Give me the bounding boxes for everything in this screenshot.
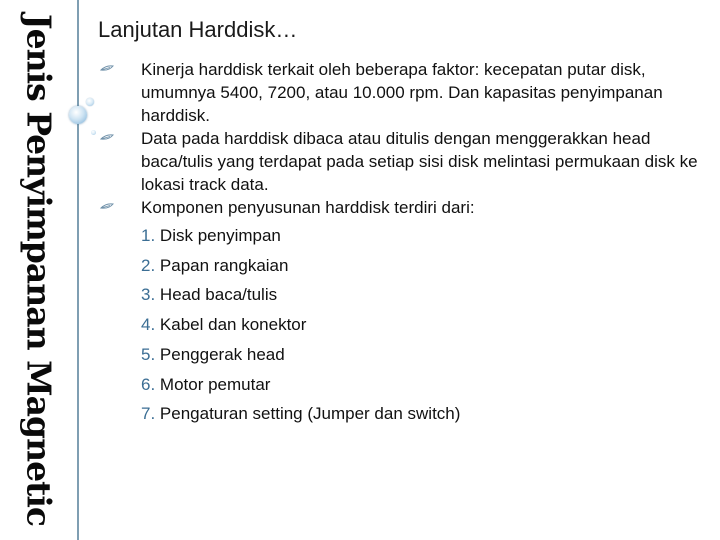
- component-list: [100, 221, 700, 429]
- bullet-text: Data pada harddisk dibaca atau ditulis dengan menggerakkan head baca/tulis yang terdapat pada setiap sisi disk melintasi permukaan disk ke lokasi track data.: [141, 129, 698, 194]
- bullet-item: [100, 58, 700, 127]
- list-item-number: 4.: [141, 315, 156, 335]
- list-item-label: Papan rangkaian: [159, 255, 289, 275]
- sidebar-divider: [77, 0, 79, 540]
- feather-bullet-icon: [100, 202, 114, 214]
- bullet-item: [100, 127, 700, 196]
- sidebar-panel: [0, 0, 78, 540]
- list-item-label: Motor pemutar: [159, 374, 271, 394]
- feather-bullet-icon: [100, 64, 114, 76]
- list-item-number: 6.: [141, 374, 156, 394]
- list-item-label: Head baca/tulis: [159, 285, 278, 305]
- list-item: [141, 251, 700, 281]
- feather-bullet-icon: [100, 133, 114, 145]
- slide-title: Lanjutan Harddisk…: [98, 17, 298, 42]
- list-item: [141, 221, 700, 251]
- decorative-orb-small-icon: [86, 98, 94, 106]
- list-item-label: Disk penyimpan: [159, 226, 281, 245]
- bullet-text: Komponen penyusunan harddisk terdiri dari:: [141, 198, 475, 217]
- list-item: [141, 310, 700, 340]
- list-item-number: 2.: [141, 255, 156, 275]
- list-item: [141, 340, 700, 370]
- list-item: [141, 280, 700, 310]
- list-item-number: 1.: [141, 226, 156, 245]
- slide-content: [100, 58, 700, 429]
- list-item-number: 3.: [141, 285, 156, 305]
- list-item-label: Penggerak head: [159, 344, 285, 364]
- list-item: [141, 399, 700, 429]
- list-item: [141, 370, 700, 400]
- list-item-number: 5.: [141, 344, 156, 364]
- bullet-text: Kinerja harddisk terkait oleh beberapa faktor: kecepatan putar disk, umumnya 5400, 7200, atau 10.000 rpm. Dan kapasitas penyimpanan harddisk.: [141, 60, 663, 125]
- bullet-item: [100, 196, 700, 219]
- decorative-orb-tiny-icon: [91, 130, 96, 135]
- list-item-label: Kabel dan konektor: [159, 315, 307, 335]
- decorative-orb-icon: [69, 106, 87, 124]
- vertical-title: Jenis Penyimpanan Magnetic: [19, 14, 59, 526]
- list-item-number: 7.: [141, 404, 156, 424]
- list-item-label: Pengaturan setting (Jumper dan switch): [159, 404, 461, 424]
